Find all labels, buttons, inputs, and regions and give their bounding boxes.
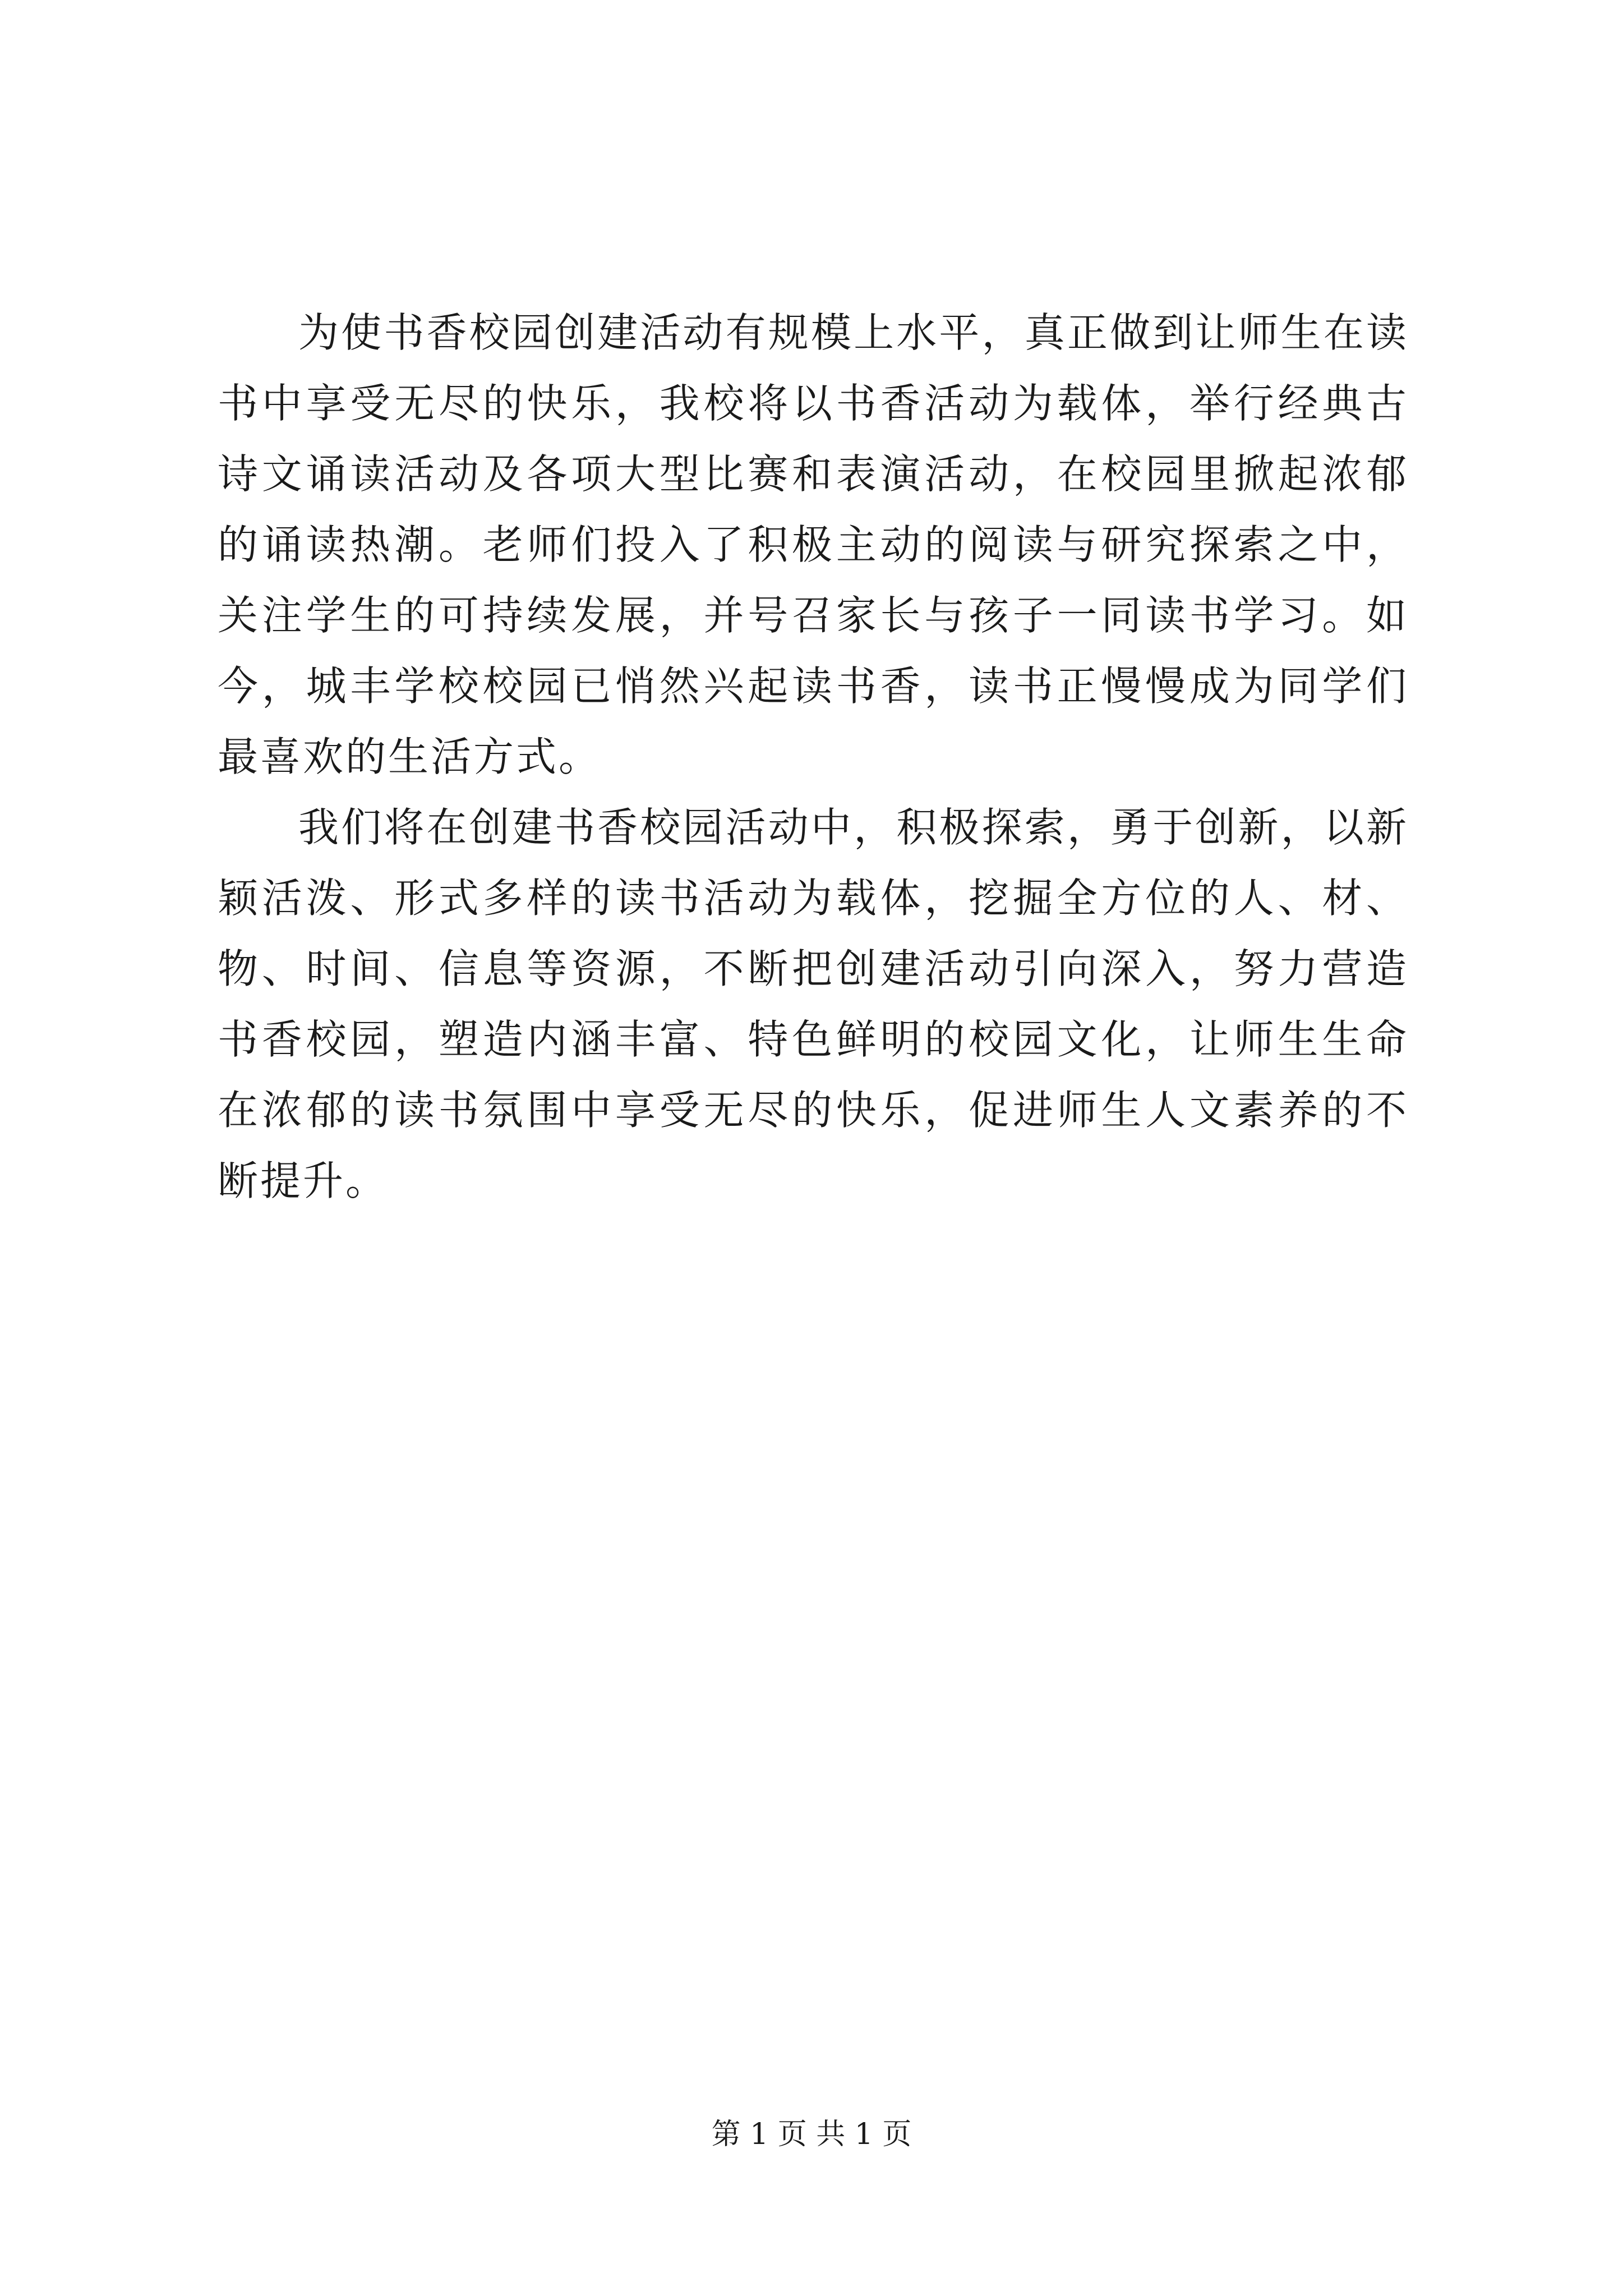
page-number-footer: 第 1 页 共 1 页 bbox=[711, 2118, 912, 2151]
paragraph-1: 为使书香校园创建活动有规模上水平，真正做到让师生在读书中享受无尽的快乐，我校将以书香活动为载体，举行经典古诗文诵读活动及各项大型比赛和表演活动，在校园里掀起浓郁的诵读热潮。老师们投入了积极主动的阅读与研究探索之中，关注学生的可持续发展，并号召家长与孩子一同读书学习。如今，城丰学校校园已悄然兴起读书香，读书正慢慢成为同学们最喜欢的生活方式。 bbox=[218, 309, 1409, 780]
document-body bbox=[218, 297, 1409, 1216]
paragraph-2: 我们将在创建书香校园活动中，积极探索，勇于创新，以新颖活泼、形式多样的读书活动为载体，挖掘全方位的人、材、物、时间、信息等资源，不断把创建活动引向深入，努力营造书香校园，塑造内涵丰富、特色鲜明的校园文化，让师生生命在浓郁的读书氛围中享受无尽的快乐，促进师生人文素养的不断提升。 bbox=[218, 804, 1409, 1204]
